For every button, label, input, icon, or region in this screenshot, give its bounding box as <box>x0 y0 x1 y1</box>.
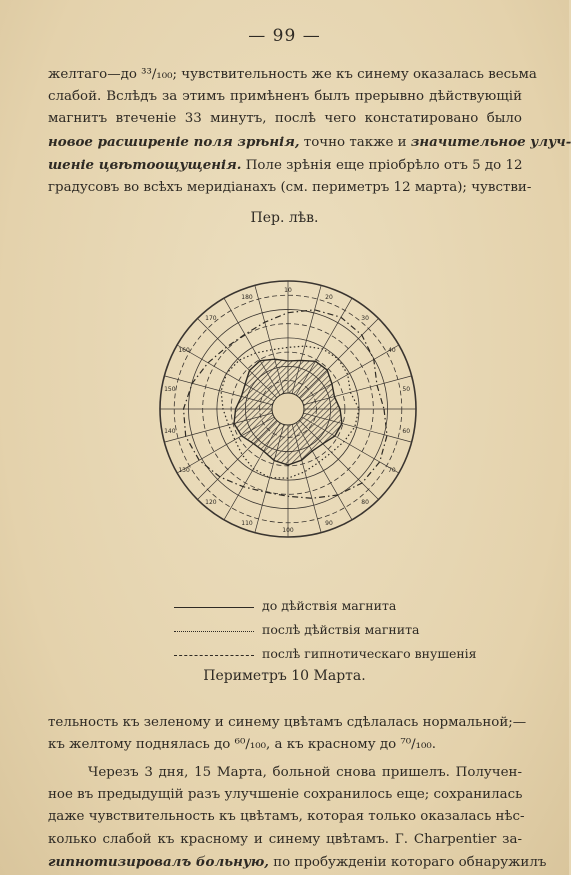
text-span: по пробужденіи котораго обнаружилъ <box>268 854 547 870</box>
perimeter-degree-label: 60 <box>402 427 411 435</box>
perimeter-degree-label: 100 <box>282 527 294 534</box>
perimeter-degree-label: 70 <box>388 467 396 474</box>
perimeter-center-disc <box>272 393 304 425</box>
legend-label: послѣ гипнотическаго внушенія <box>262 646 477 661</box>
emphasis-text: новое расширеніе поля зрѣнія, <box>48 133 300 150</box>
perimeter-degree-label: 90 <box>325 519 333 527</box>
perimeter-degree-label: 20 <box>325 294 333 302</box>
text-line: колько слабой къ красному и синему цвѣтамъ. Г. Charpentier за- <box>48 831 522 847</box>
paragraph-bottom <box>48 762 547 874</box>
text-line: Черезъ 3 дня, 15 Марта, больной снова пришелъ. Получен- <box>88 765 522 780</box>
text-line: даже чувствительность къ цвѣтамъ, которая только оказалась нѣс- <box>48 809 525 825</box>
paragraph-middle <box>48 712 527 756</box>
perimeter-degree-label: 120 <box>205 498 217 506</box>
legend-item-after-magnet <box>170 622 500 640</box>
text-line: градусовъ во всѣхъ меридіанахъ (см. периметръ 12 марта); чувстви- <box>48 180 532 196</box>
text-span: точно также и <box>299 134 411 150</box>
emphasis-text: шеніе цвѣтоощущенія. <box>48 156 242 173</box>
legend-item-before <box>170 598 500 616</box>
perimeter-degree-label: 170 <box>205 315 217 323</box>
legend-line-dotted <box>174 631 254 632</box>
perimeter-degree-label: 30 <box>361 315 369 323</box>
legend-line-dashed <box>174 655 254 656</box>
perimeter-degree-label: 80 <box>361 498 369 506</box>
perimeter-degree-label: 130 <box>178 467 190 474</box>
text-line <box>48 154 522 177</box>
perimeter-degree-label: 50 <box>402 386 411 394</box>
legend-label: до дѣйствія магнита <box>262 598 397 613</box>
perimeter-date: Периметръ 10 Марта. <box>203 668 366 684</box>
text-span: Поле зрѣнія еще пріобрѣло отъ 5 до 12 <box>241 157 523 173</box>
perimeter-degree-label: 180 <box>241 294 253 302</box>
text-line: ное въ предыдущій разъ улучшеніе сохранилось еще; сохранилась <box>48 787 523 803</box>
text-line <box>48 131 571 154</box>
legend-item-after-hypnosis <box>170 646 500 664</box>
emphasis-text: значительное улуч- <box>410 133 571 150</box>
text-line: слабой. Вслѣдъ за этимъ примѣненъ былъ прерывно дѣйствующій <box>48 89 522 105</box>
text-line <box>48 851 547 874</box>
figure-caption: Пер. лѣв. <box>250 210 319 226</box>
page-number: — 99 — <box>248 26 321 46</box>
perimeter-degree-label: 10 <box>284 287 292 294</box>
legend-line-solid <box>174 607 254 608</box>
emphasis-text: гипнотизировалъ больную, <box>48 853 269 870</box>
text-line: магнитъ втеченіе 33 минутъ, послѣ чего констатировано было <box>48 111 522 127</box>
perimeter-degree-label: 40 <box>388 347 396 354</box>
perimeter-degree-label: 110 <box>241 519 253 527</box>
perimeter-degree-label: 150 <box>164 386 176 394</box>
legend-label: послѣ дѣйствія магнита <box>262 622 420 637</box>
perimeter-degree-label: 140 <box>164 427 176 435</box>
text-line: желтаго—до ³³/₁₀₀; чувствительность же къ синему оказалась весьма <box>48 67 537 82</box>
paragraph-top <box>48 64 571 199</box>
text-line: къ желтому поднялась до ⁶⁰/₁₀₀, а къ красному до ⁷⁰/₁₀₀. <box>48 737 437 753</box>
perimeter-chart <box>128 276 448 576</box>
perimeter-degree-label: 160 <box>178 347 190 354</box>
text-line: тельность къ зеленому и синему цвѣтамъ сдѣлалась нормальной;— <box>48 715 527 730</box>
